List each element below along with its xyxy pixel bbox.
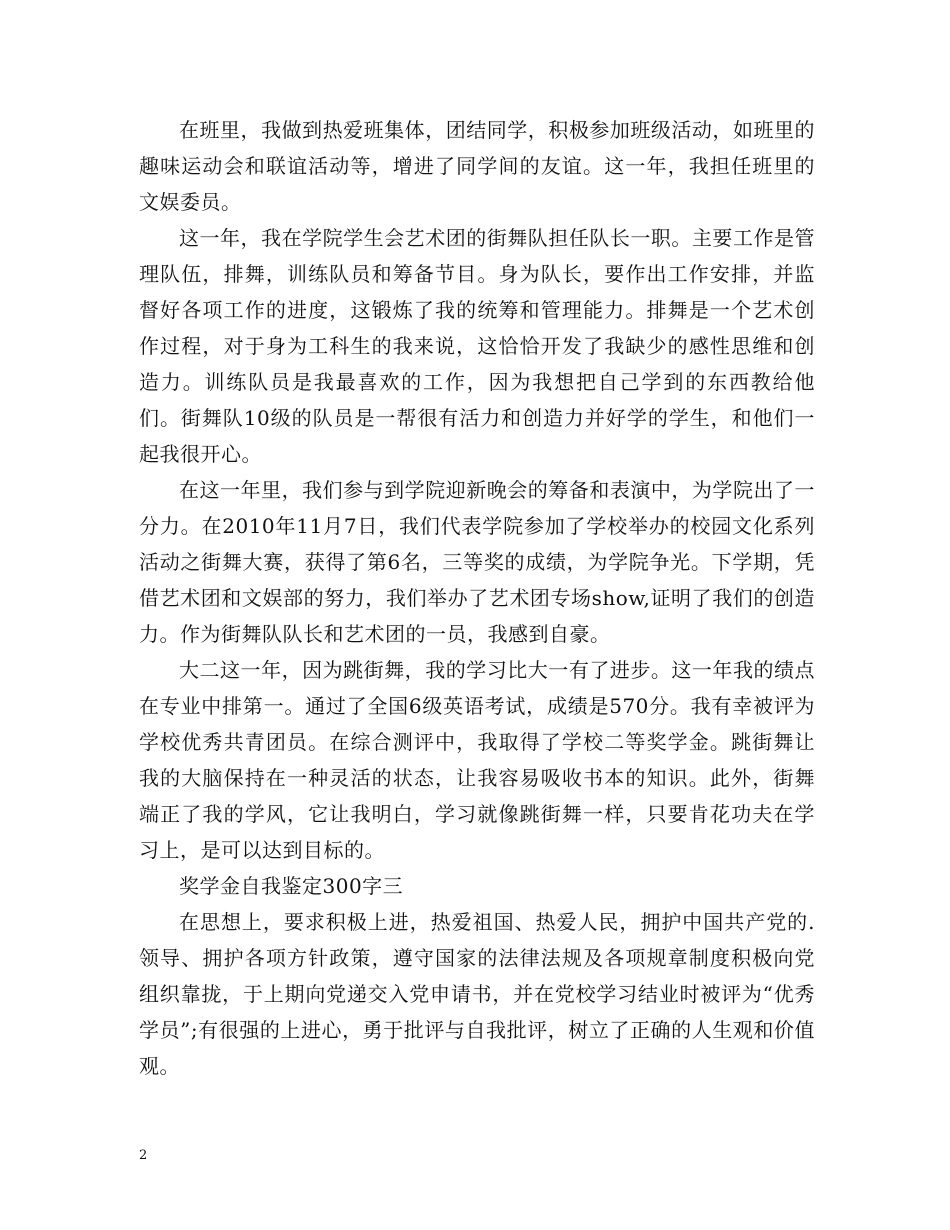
page-number: 2 xyxy=(139,1148,148,1163)
paragraph-hiphop-team-captain: 这一年，我在学院学生会艺术团的街舞队担任队长一职。主要工作是管理队伍，排舞，训练队员和筹备节目。身为队长，要作出工作安排，并监督好各项工作的进度，这锻炼了我的统筹和管理能力。排舞是一个艺术创作过程，对于身为工科生的我来说，这恰恰开发了我缺少的感性思维和创造力。训练队员是我最喜欢的工作，因为我想把自己学到的东西教给他们。街舞队10级的队员是一帮很有活力和创造力并好学的学生，和他们一起我很开心。 xyxy=(139,226,815,466)
paragraph-class-activities: 在班里，我做到热爱班集体，团结同学，积极参加班级活动，如班里的趣味运动会和联谊活动等，增进了同学间的友谊。这一年，我担任班里的文娱委员。 xyxy=(139,118,815,214)
section-heading-scholarship: 奖学金自我鉴定300字三 xyxy=(179,874,404,898)
paragraph-ideology: 在思想上，要求积极上进，热爱祖国、热爱人民，拥护中国共产党的.领导、拥护各项方针政策，遵守国家的法律法规及各项规章制度积极向党组织靠拢，于上期向党递交入党申请书，并在党校学习结业时被评为“优秀学员”;有很强的上进心，勇于批评与自我批评，树立了正确的人生观和价值观。 xyxy=(139,910,815,1078)
document-body xyxy=(139,112,815,1084)
paragraph-competition-achievements: 在这一年里，我们参与到学院迎新晚会的筹备和表演中，为学院出了一分力。在2010年11月7日，我们代表学院参加了学校举办的校园文化系列活动之街舞大赛，获得了第6名，三等奖的成绩，为学院争光。下学期，凭借艺术团和文娱部的努力，我们举办了艺术团专场show,证明了我们的创造力。作为街舞队队长和艺术团的一员，我感到自豪。 xyxy=(139,478,815,646)
paragraph-academic-progress: 大二这一年，因为跳街舞，我的学习比大一有了进步。这一年我的绩点在专业中排第一。通过了全国6级英语考试，成绩是570分。我有幸被评为学校优秀共青团员。在综合测评中，我取得了学校二等奖学金。跳街舞让我的大脑保持在一种灵活的状态，让我容易吸收书本的知识。此外，街舞端正了我的学风，它让我明白，学习就像跳街舞一样，只要肯花功夫在学习上，是可以达到目标的。 xyxy=(139,658,815,862)
